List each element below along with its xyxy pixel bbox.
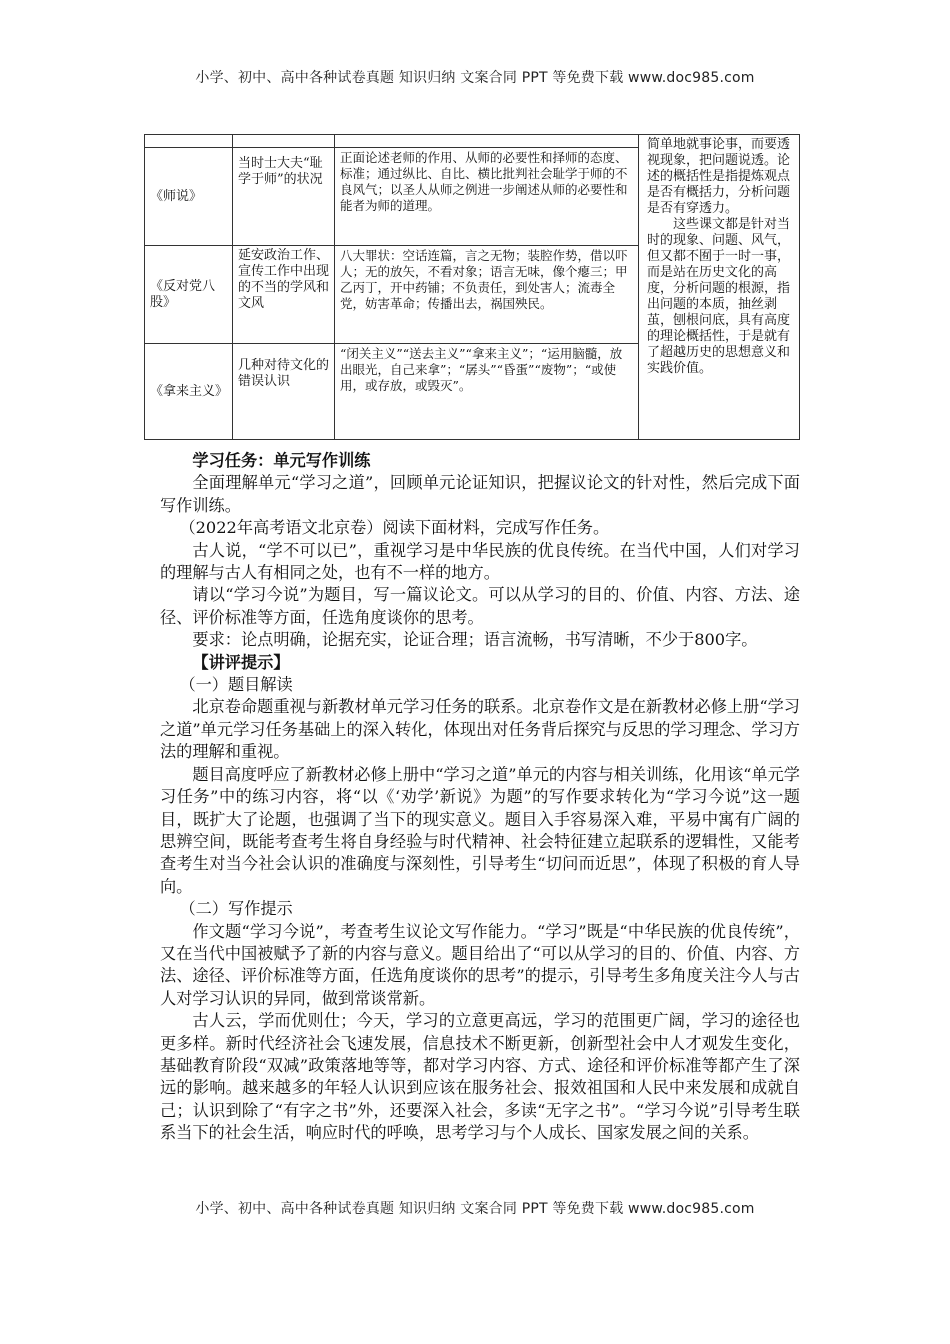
table-cell <box>335 135 639 148</box>
review-sec1-title: （一）题目解读 <box>179 675 293 695</box>
text-title-cell: 《师说》 <box>145 148 233 246</box>
table-row <box>145 135 800 148</box>
page-header: 小学、初中、高中各种试卷真题 知识归纳 文案合同 PPT 等免费下载 www.doc985.com <box>195 70 755 86</box>
table-cell <box>233 135 335 148</box>
summary-note-p2: 这些课文都是针对当时的现象、问题、风气，但又都不囿于一时一事，而是站在历史文化的高度，分析问题的根源，指出问题的本质，抽丝剥茧，刨根问底，具有高度的理论概括性，于是就有了超越历史的思想意义和实践价值。 <box>647 217 791 376</box>
target-cell: 几种对待文化的错误认识 <box>233 344 335 440</box>
task-material: 古人说，“学不可以已”，重视学习是中华民族的优良传统。在当代中国，人们对学习的理解与古人有相同之处，也有不一样的地方。 <box>160 540 800 583</box>
writing-task-section <box>160 450 800 1145</box>
review-sec1-p1: 北京卷命题重视与新教材单元学习任务的联系。北京卷作文是在新教材必修上册“学习之道”单元学习任务基础上的深入转化，体现出对任务背后探究与反思的学习理念、学习方法的理解和重视。 <box>160 697 800 762</box>
review-sec2-p2: 古人云，学而优则仕；今天，学习的立意更高远，学习的范围更广阔，学习的途径也更多样。新时代经济社会飞速发展，信息技术不断更新，创新型社会中人才观发生变化，基础教育阶段“双减”政策落地等等，都对学习内容、方式、途径和评价标准等都产生了深远的影响。越来越多的年轻人认识到应该在服务社会、报效祖国和人民中来发展和成就自己；认识到除了“有字之书”外，还要深入社会，多读“无字之书”。“学习今说”引导考生联系当下的社会生活，响应时代的呼唤，思考学习与个人成长、国家发展之间的关系。 <box>160 1011 800 1143</box>
content-cell: 正面论述老师的作用、从师的必要性和择师的态度、标准；通过纵比、自比、横比批判社会耻学于师的不良风气；以圣人从师之例进一步阐述从师的必要性和能者为师的道理。 <box>335 148 639 246</box>
text-title-cell: 《反对党八股》 <box>145 246 233 344</box>
content-cell: “闭关主义”“送去主义”“拿来主义”；“运用脑髓，放出眼光，自己来拿”；“孱头”“昏蛋”“废物”；“或使用，或存放，或毁灭”。 <box>335 344 639 440</box>
task-source: （2022年高考语文北京卷）阅读下面材料，完成写作任务。 <box>179 518 610 538</box>
task-prompt: 请以“学习今说”为题目，写一篇议论文。可以从学习的目的、价值、内容、方法、途径、评价标准等方面，任选角度谈你的思考。 <box>160 585 800 627</box>
summary-note-p1: 简单地就事论事，而要透视现象，把问题说透。论述的概括性是指提炼观点是否有概括力，分析问题是否有穿透力。 <box>647 137 791 216</box>
text-title-cell: 《拿来主义》 <box>145 344 233 440</box>
summary-note-cell <box>639 135 800 440</box>
task-requirement: 要求：论点明确，论据充实，论证合理；语言流畅，书写清晰，不少于800字。 <box>192 630 758 650</box>
review-sec1-p2: 题目高度呼应了新教材必修上册中“学习之道”单元的内容与相关训练，化用该“单元学习任务”中的练习内容，将“以《‘劝学’新说》为题”的写作要求转化为“学习今说”这一题目，既扩大了论题，也强调了当下的现实意义。题目入手容易深入难，平易中寓有广阔的思辨空间，既能考查考生将自身经验与时代精神、社会特征建立起联系的逻辑性，又能考查考生对当今社会认识的准确度与深刻性，引导考生“切问而近思”，体现了积极的育人导向。 <box>160 764 800 896</box>
review-sec2-title: （二）写作提示 <box>179 899 293 919</box>
page-footer: 小学、初中、高中各种试卷真题 知识归纳 文案合同 PPT 等免费下载 www.doc985.com <box>195 1201 755 1217</box>
task-intro: 全面理解单元“学习之道”，回顾单元论证知识，把握议论文的针对性，然后完成下面写作训练。 <box>160 473 800 515</box>
target-cell: 延安政治工作、宣传工作中出现的不当的学风和文风 <box>233 246 335 344</box>
review-heading: 【讲评提示】 <box>192 652 290 672</box>
review-sec2-p1: 作文题“学习今说”，考查考生议论文写作能力。“学习”既是“中华民族的优良传统”，又在当代中国被赋予了新的内容与意义。题目给出了“可以从学习的目的、价值、内容、方法、途径、评价标准等方面，任选角度谈你的思考”的提示，引导考生多角度关注今人与古人对学习认识的异同，做到常谈常新。 <box>160 921 800 1008</box>
target-cell: 当时士大夫“耻学于师”的状况 <box>233 148 335 246</box>
table-cell <box>145 135 233 148</box>
content-cell: 八大罪状：空话连篇，言之无物；装腔作势，借以吓人；无的放矢，不看对象；语言无味，像个瘪三；甲乙丙丁，开中药铺；不负责任，到处害人；流毒全党，妨害革命；传播出去，祸国殃民。 <box>335 246 639 344</box>
task-heading: 学习任务：单元写作训练 <box>192 451 371 470</box>
comparison-table <box>144 134 800 440</box>
